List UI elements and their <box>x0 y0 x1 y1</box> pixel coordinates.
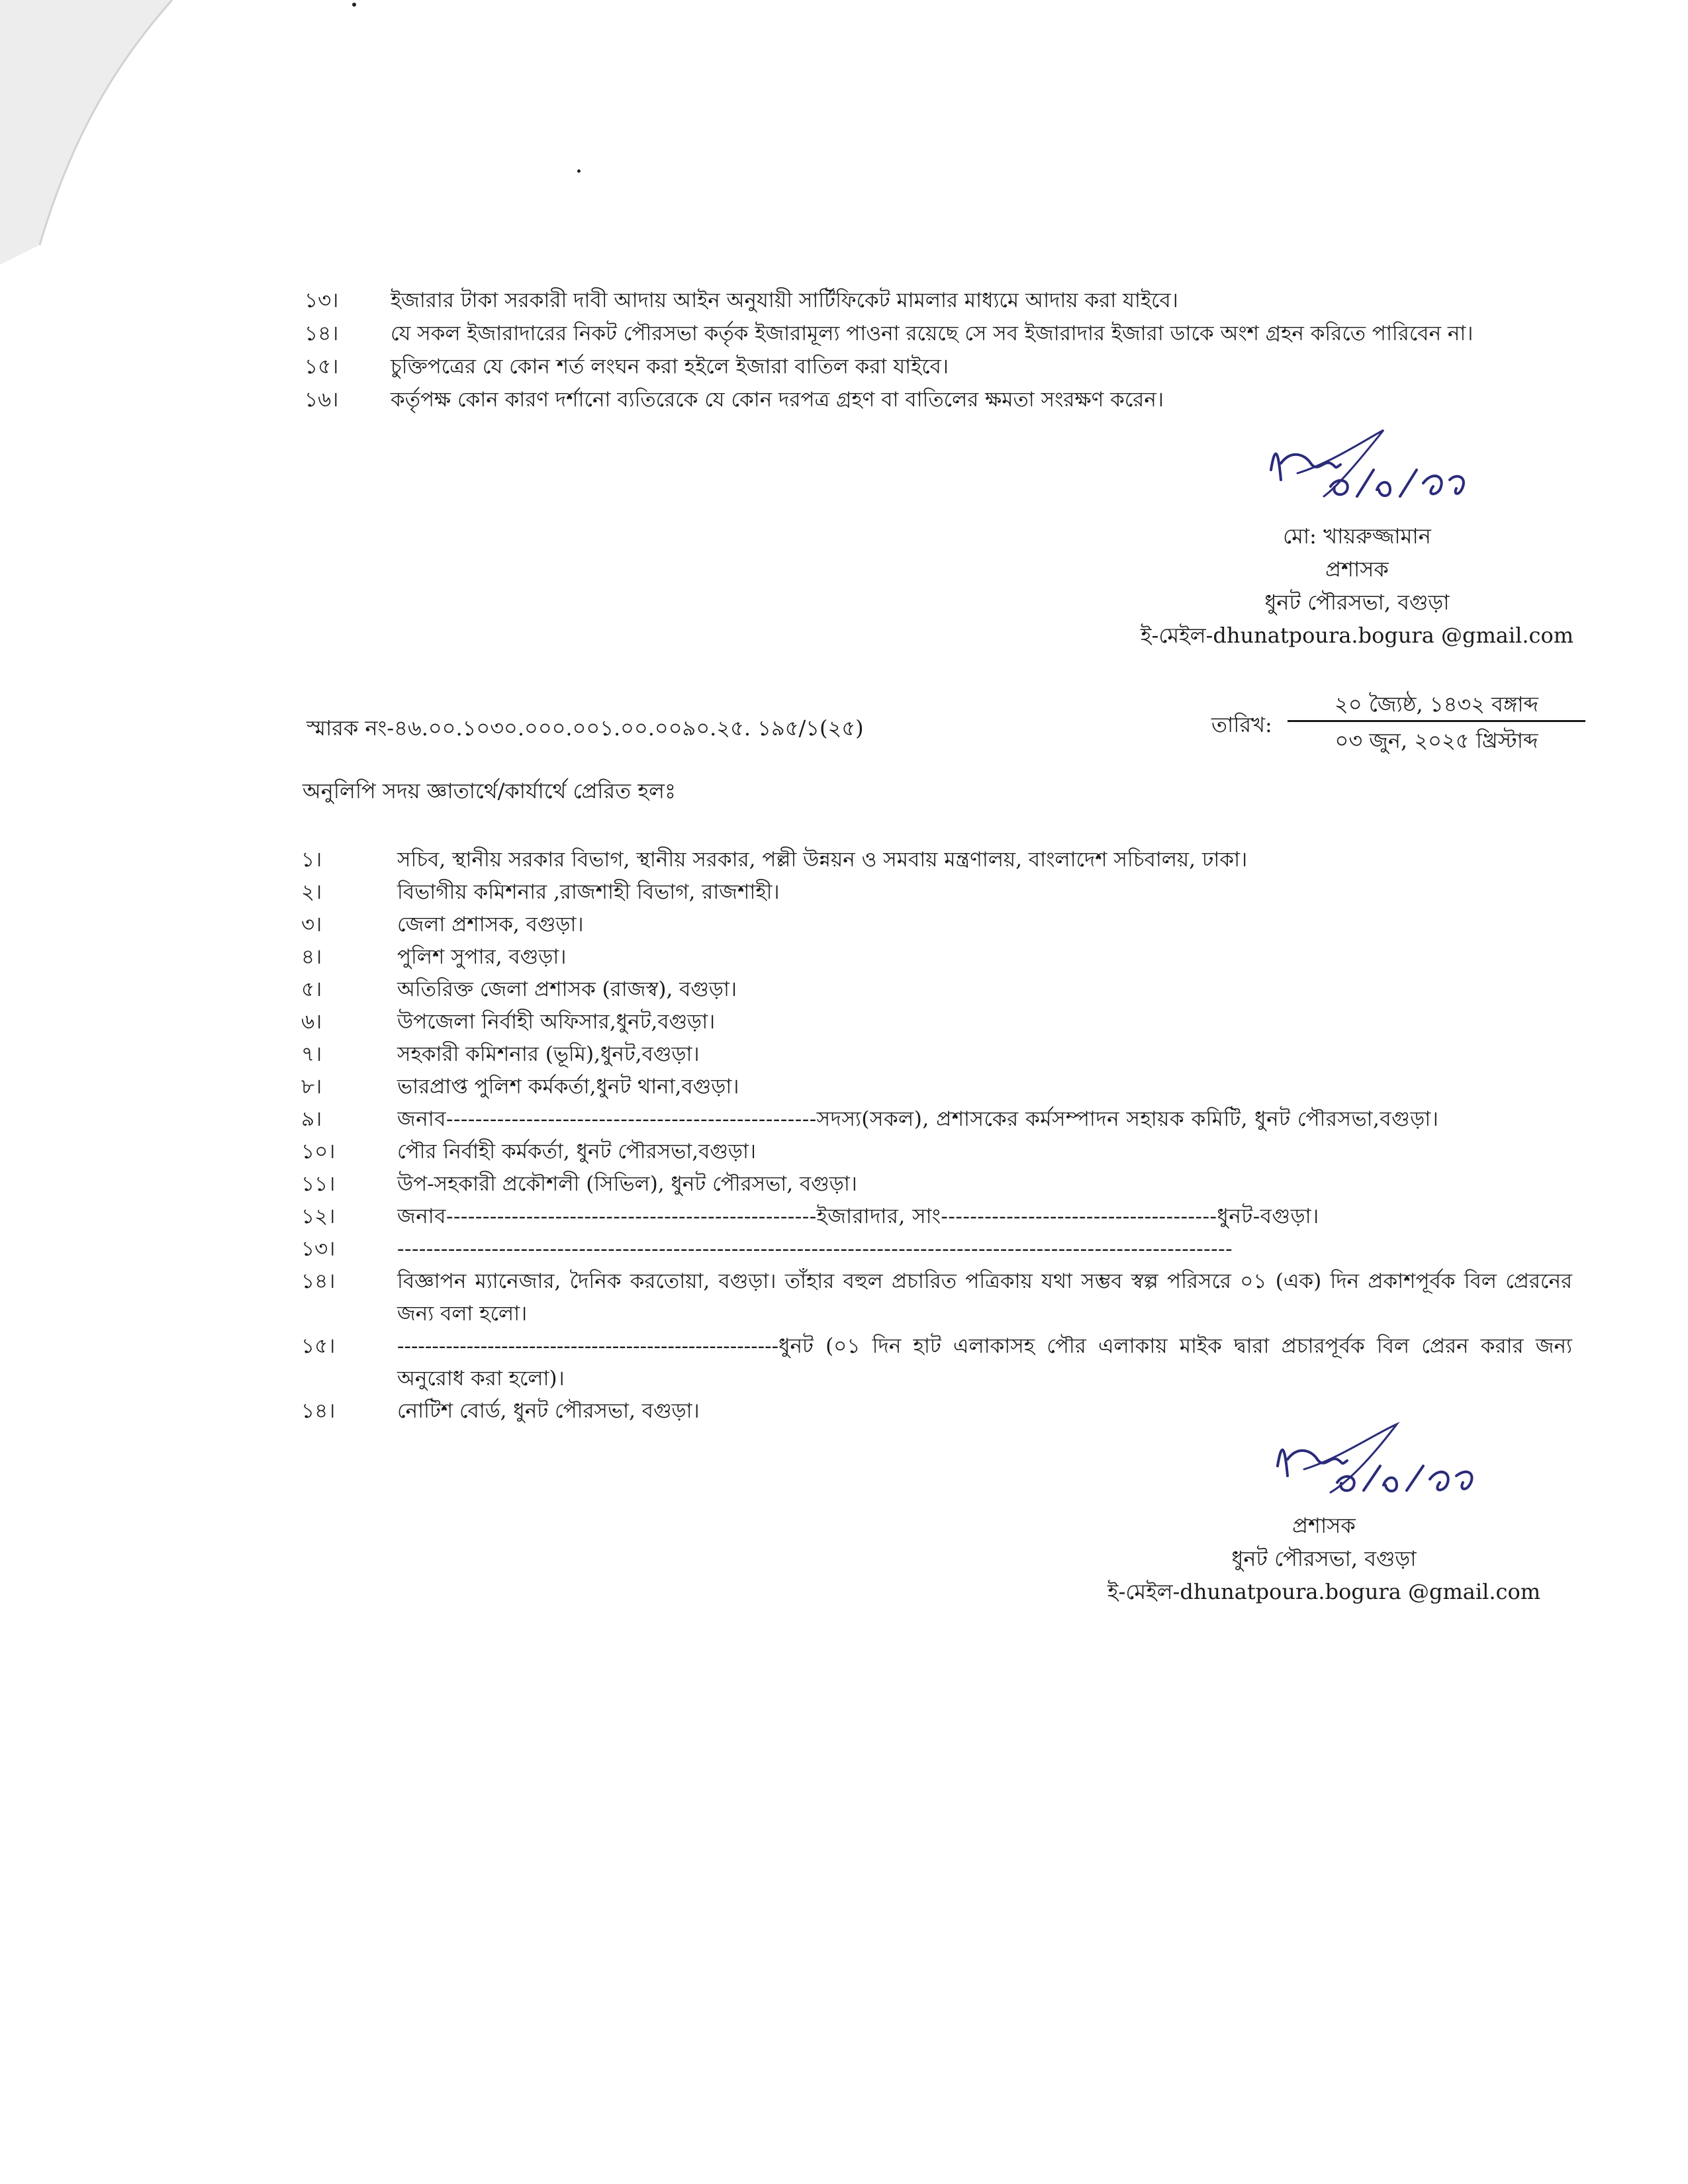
copy-number: ৬। <box>301 1010 322 1034</box>
scan-corner-shadow <box>0 0 199 265</box>
signatory-designation: প্রশাসক <box>1325 557 1389 582</box>
copy-recipients-list <box>301 844 1572 1428</box>
copy-text: বিজ্ঞাপন ম্যানেজার, দৈনিক করতোয়া, বগুড়া। তাঁহার বহুল প্রচারিত পত্রিকায় যথা সম্ভব স্বল্প পরিসরে ০১ (এক) দিন প্রকাশপূর্বক বিল প্রেরনের জন্য বলা হলো। <box>397 1269 1572 1326</box>
copy-number: ১৩। <box>301 1237 336 1261</box>
signatory-office: ধুনট পৌরসভা, বগুড়া <box>1231 1546 1417 1571</box>
list-item <box>305 384 1562 417</box>
copy-text: সহকারী কমিশনার (ভূমি),ধুনট,বগুড়া। <box>397 1042 700 1066</box>
date-bangla: ২০ জ্যৈষ্ঠ, ১৪৩২ বঙ্গাব্দ <box>1288 688 1585 722</box>
copy-number: ৮। <box>301 1075 322 1099</box>
signatory-email: ই-মেইল-dhunatpoura.bogura @gmail.com <box>1107 1579 1541 1604</box>
copy-text: ------------------------------------------------------------------------------------------------------------------- <box>397 1237 1233 1261</box>
condition-text: ইজারার টাকা সরকারী দাবী আদায় আইন অনুযায়ী সার্টিফিকেট মামলার মাধ্যমে আদায় করা যাইবে। <box>391 289 1178 312</box>
list-item <box>301 1168 1572 1201</box>
copy-number: ১। <box>301 848 322 872</box>
copy-text: পৌর নির্বাহী কর্মকর্তা, ধুনট পৌরসভা,বগুড়া। <box>397 1140 757 1163</box>
copy-number: ১২। <box>301 1205 336 1228</box>
condition-text: কর্তৃপক্ষ কোন কারণ দর্শানো ব্যতিরেকে যে কোন দরপত্র গ্রহণ বা বাতিলের ক্ষমতা সংরক্ষণ করেন। <box>391 388 1164 412</box>
date-label: তারিখ: <box>1211 712 1272 737</box>
list-item <box>301 1233 1572 1265</box>
copy-text: নোটিশ বোর্ড, ধুনট পৌরসভা, বগুড়া। <box>397 1399 700 1423</box>
copy-number: ১০। <box>301 1140 336 1163</box>
handwritten-signature <box>1258 424 1496 510</box>
copy-number: ৯। <box>301 1107 322 1131</box>
list-item <box>305 285 1562 318</box>
list-item <box>301 1265 1572 1330</box>
copy-text: উপজেলা নির্বাহী অফিসার,ধুনট,বগুড়া। <box>397 1010 716 1034</box>
copy-text: বিভাগীয় কমিশনার ,রাজশাহী বিভাগ, রাজশাহী। <box>397 880 780 904</box>
copy-number: ২। <box>301 880 322 904</box>
condition-number: ১৪। <box>305 322 339 345</box>
signature-block-primary <box>1125 520 1589 652</box>
condition-text: চুক্তিপত্রের যে কোন শর্ত লংঘন করা হইলে ইজারা বাতিল করা যাইবে। <box>391 355 949 379</box>
copy-text: সচিব, স্থানীয় সরকার বিভাগ, স্থানীয় সরকার, পল্লী উন্নয়ন ও সমবায় মন্ত্রণালয়, বাংলাদেশ সচিবালয়, ঢাকা। <box>397 848 1248 872</box>
list-item <box>301 876 1572 909</box>
list-item <box>305 318 1562 351</box>
memo-number: স্মারক নং-৪৬.০০.১০৩০.০০০.০০১.০০.০০৯০.২৫. ১৯৫/১(২৫) <box>306 715 864 741</box>
list-item <box>301 974 1572 1006</box>
copy-text: ভারপ্রাপ্ত পুলিশ কর্মকর্তা,ধুনট থানা,বগুড়া। <box>397 1075 739 1099</box>
list-item <box>301 941 1572 974</box>
list-item <box>305 351 1562 384</box>
copy-number: ৩। <box>301 913 322 936</box>
list-item <box>301 1201 1572 1233</box>
copy-text: জেলা প্রশাসক, বগুড়া। <box>397 913 584 936</box>
copy-number: ৫। <box>301 978 322 1001</box>
copy-number: ১৫। <box>301 1334 336 1358</box>
signatory-designation: প্রশাসক <box>1292 1513 1356 1538</box>
condition-number: ১৫। <box>305 355 339 379</box>
list-item <box>301 909 1572 941</box>
scan-speck <box>577 169 581 173</box>
signature-block-secondary <box>1092 1509 1556 1608</box>
list-item <box>301 1006 1572 1038</box>
list-item <box>301 844 1572 876</box>
copy-number: ৪। <box>301 945 322 969</box>
condition-number: ১৬। <box>305 388 339 412</box>
condition-text: যে সকল ইজারাদারের নিকট পৌরসভা কর্তৃক ইজারামূল্য পাওনা রয়েছে সে সব ইজারাদার ইজারা ডাকে অংশ গ্রহন করিতে পারিবেন না। <box>391 322 1474 345</box>
copy-text: অতিরিক্ত জেলা প্রশাসক (রাজস্ব), বগুড়া। <box>397 978 737 1001</box>
condition-number: ১৩। <box>305 289 339 312</box>
date-values <box>1288 688 1585 756</box>
list-item <box>301 1136 1572 1168</box>
conditions-list <box>305 285 1562 417</box>
handwritten-signature <box>1264 1416 1503 1502</box>
copy-number: ১৪। <box>301 1399 336 1423</box>
copy-text: উপ-সহকারী প্রকৌশলী (সিভিল), ধুনট পৌরসভা, বগুড়া। <box>397 1172 857 1196</box>
copy-number: ৭। <box>301 1042 322 1066</box>
signatory-office: ধুনট পৌরসভা, বগুড়া <box>1264 590 1450 615</box>
list-item <box>301 1103 1572 1136</box>
copy-intro: অনুলিপি সদয় জ্ঞাতার্থে/কার্যার্থে প্রেরিত হলঃ <box>303 778 677 803</box>
list-item <box>301 1330 1572 1395</box>
copy-number: ১১। <box>301 1172 336 1196</box>
copy-number: ১৪। <box>301 1269 336 1293</box>
signatory-email: ই-মেইল-dhunatpoura.bogura @gmail.com <box>1140 623 1574 648</box>
copy-text: -------------------------------------------------------ধুনট (০১ দিন হাট এলাকাসহ পৌর এলাকায় মাইক দ্বারা প্রচারপূর্বক বিল প্রেরন করার জন্য অনুরোধ করা হলো)। <box>397 1334 1572 1390</box>
date-english: ০৩ জুন, ২০২৫ খ্রিস্টাব্দ <box>1335 728 1538 753</box>
copy-text: জনাব---------------------------------------------------সদস্য(সকল), প্রশাসকের কর্মসম্পাদন সহায়ক কমিটি, ধুনট পৌরসভা,বগুড়া। <box>397 1107 1439 1131</box>
scan-speck <box>352 3 356 7</box>
copy-text: পুলিশ সুপার, বগুড়া। <box>397 945 567 969</box>
list-item <box>301 1071 1572 1103</box>
copy-text: জনাব---------------------------------------------------ইজারাদার, সাং--------------------------------------ধুনট-বগুড়া। <box>397 1205 1319 1228</box>
list-item <box>301 1038 1572 1071</box>
signatory-name: মো: খায়রুজ্জামান <box>1283 523 1431 549</box>
